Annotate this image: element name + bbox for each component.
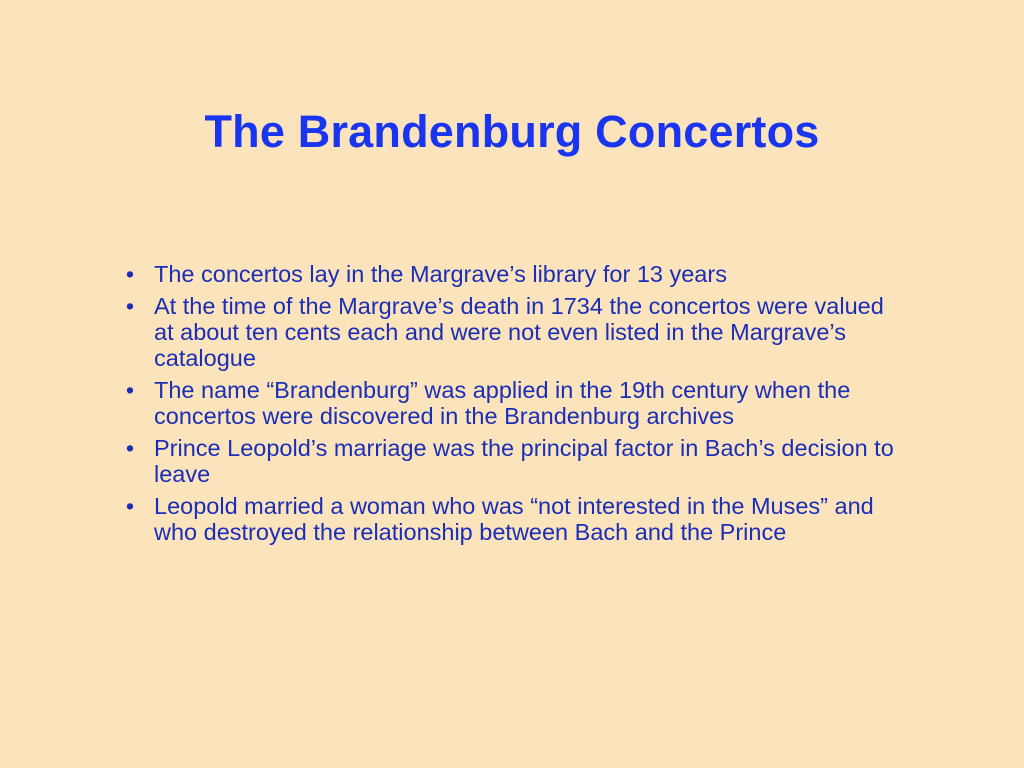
bullet-item — [120, 493, 900, 545]
slide-title: The Brandenburg Concertos — [204, 106, 820, 157]
bullet-icon: • — [125, 493, 135, 519]
bullet-text: The concertos lay in the Margrave’s library for 13 years — [154, 261, 727, 287]
bullet-text: The name “Brandenburg” was applied in the 19th century when the concertos were discovered in the Brandenburg archives — [154, 377, 851, 429]
bullet-icon: • — [125, 435, 135, 461]
bullet-text: Prince Leopold’s marriage was the principal factor in Bach’s decision to leave — [154, 435, 894, 487]
bullet-icon: • — [125, 293, 135, 319]
bullet-item — [120, 435, 900, 487]
bullet-item — [120, 377, 900, 429]
bullet-list — [120, 261, 900, 551]
bullet-icon: • — [125, 261, 135, 287]
bullet-icon: • — [125, 377, 135, 403]
bullet-text: Leopold married a woman who was “not interested in the Muses” and who destroyed the relationship between Bach and the Prince — [154, 493, 874, 545]
bullet-text: At the time of the Margrave’s death in 1734 the concertos were valued at about ten cents each and were not even listed in the Margrave’s catalogue — [154, 293, 884, 371]
bullet-item — [120, 293, 900, 371]
bullet-item — [120, 261, 900, 287]
